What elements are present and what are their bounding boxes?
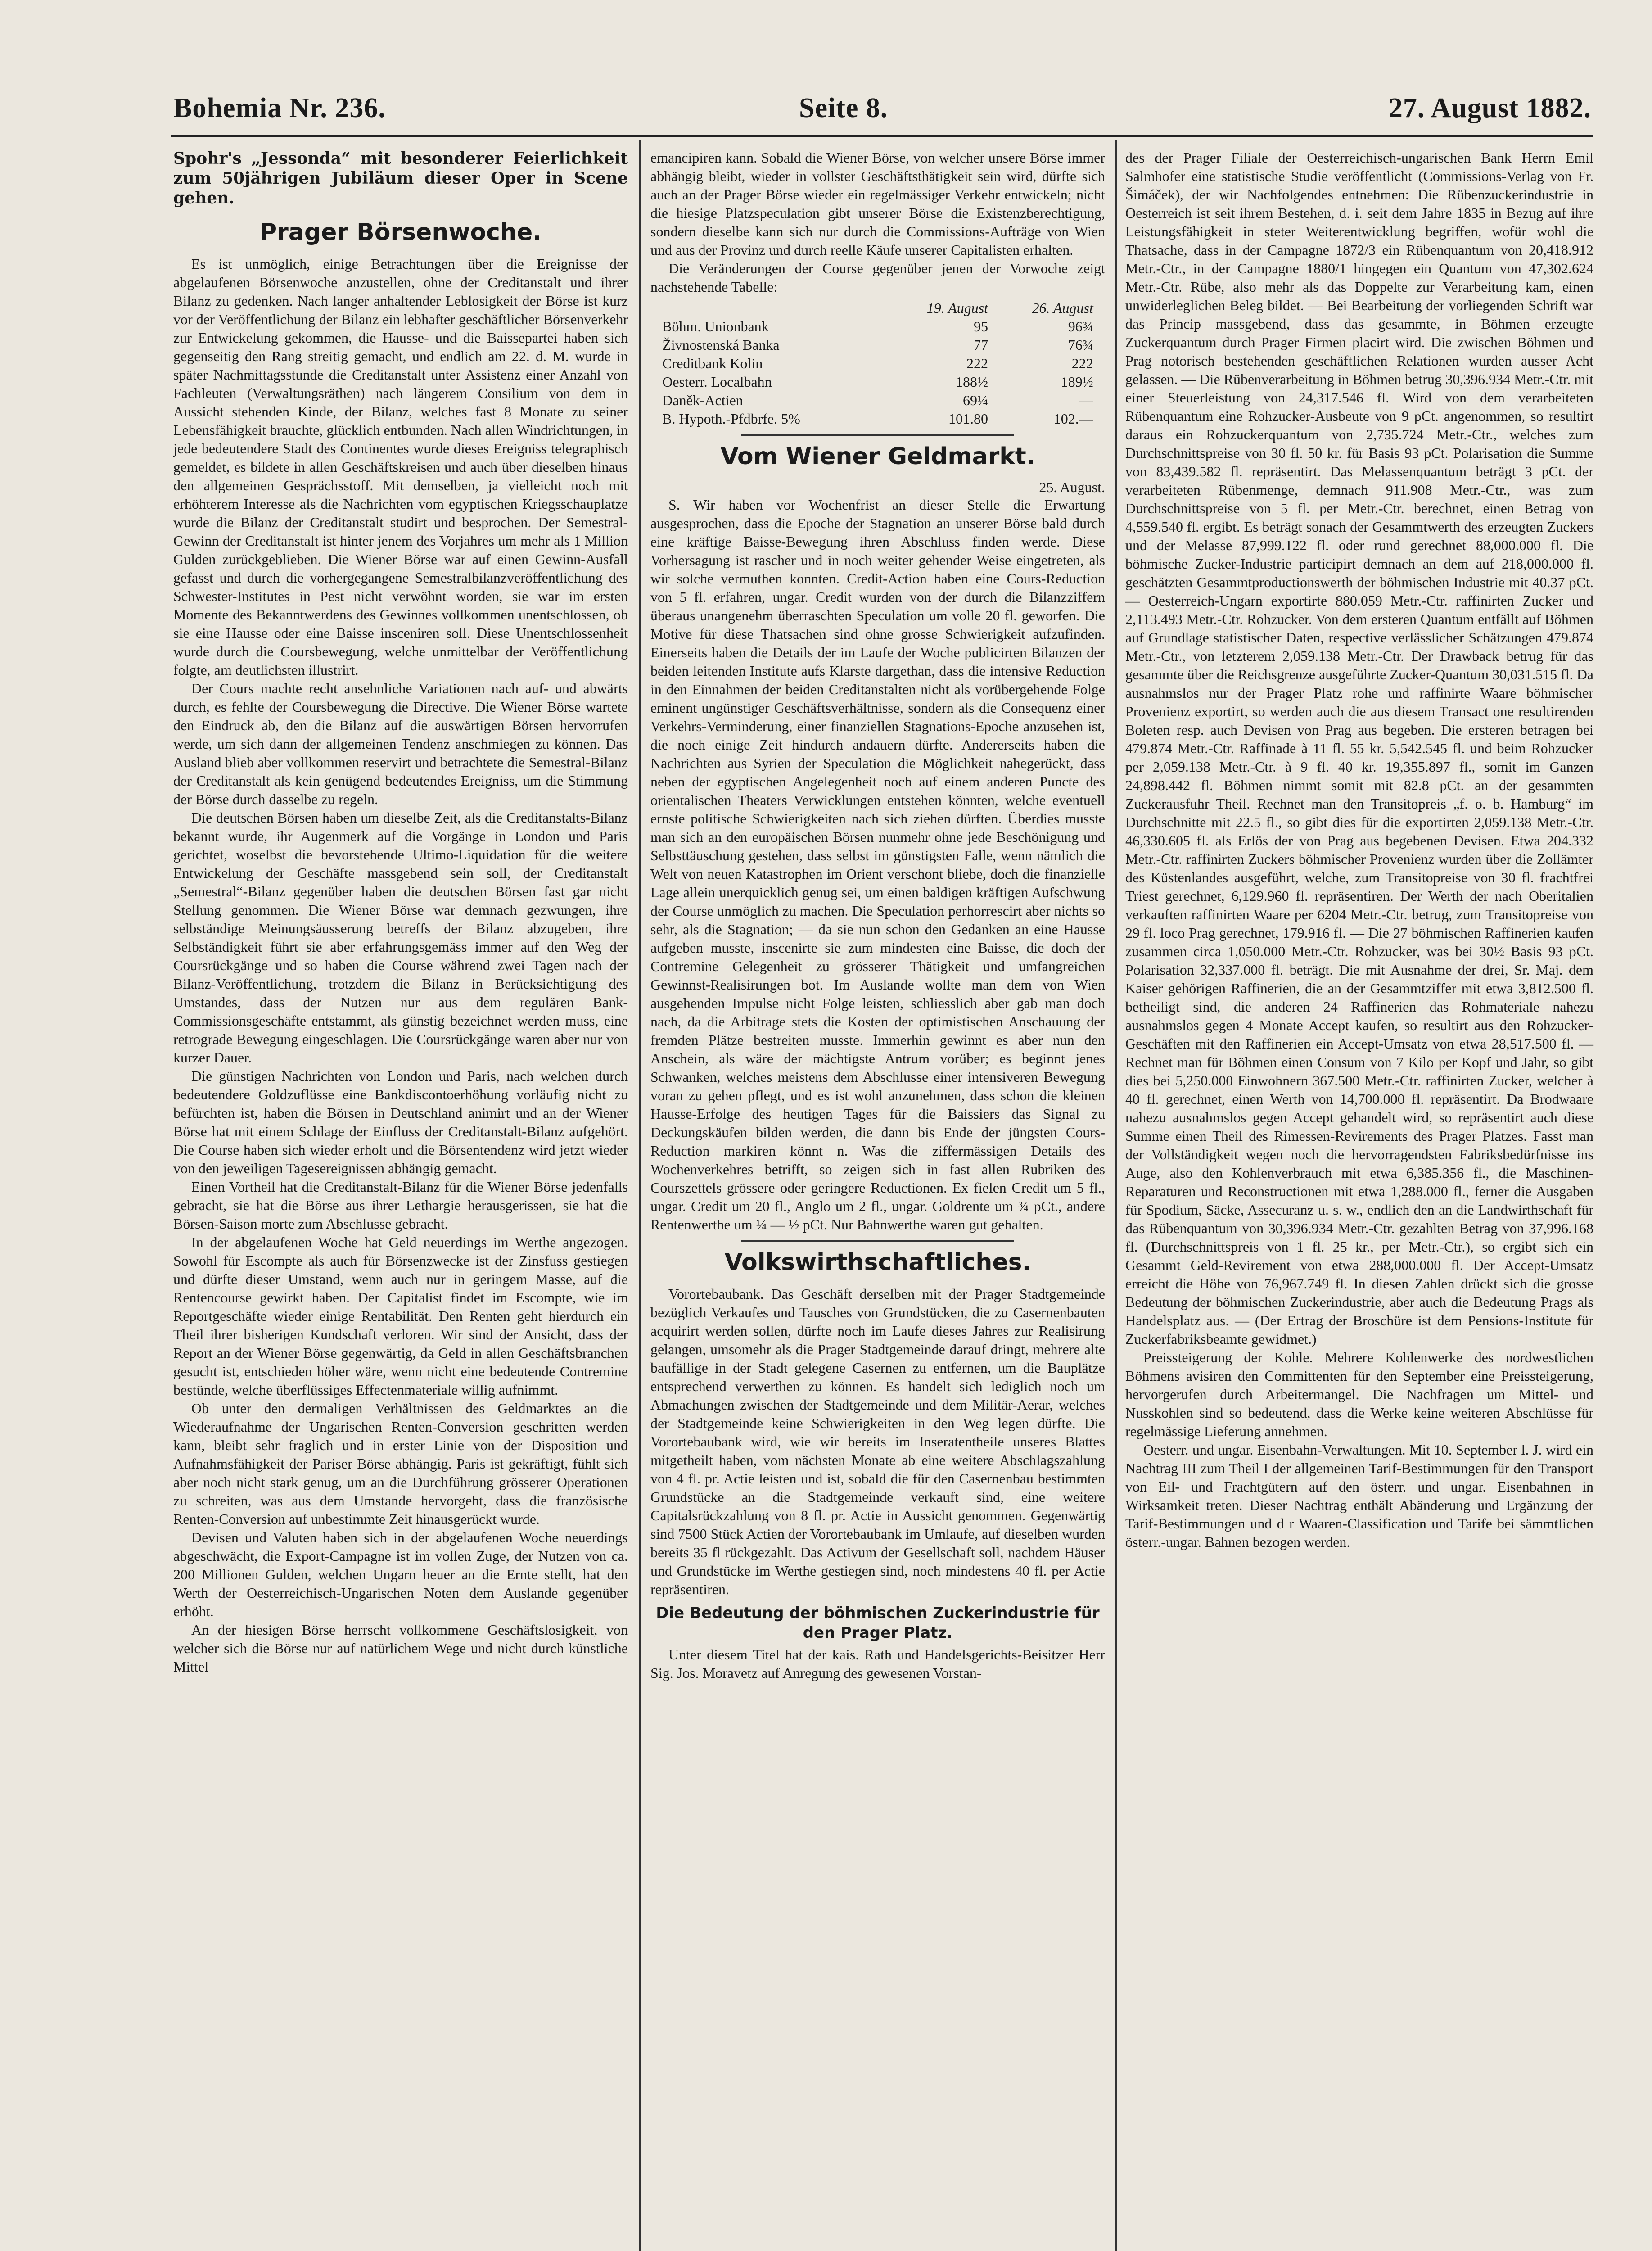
price-table: [659, 299, 1096, 428]
table-header: [659, 299, 885, 317]
section-separator: [741, 434, 1014, 436]
price-cell: 95: [974, 318, 988, 334]
table-row: [659, 410, 1096, 428]
page-header: [173, 90, 1591, 131]
section-separator: [741, 1240, 1014, 1242]
security-name: Oesterr. Localbahn: [662, 374, 772, 390]
paragraph: Oesterr. und ungar. Eisenbahn-Verwaltungen. Mit 10. September l. J. wird ein Nachtrag III zum Theil I der allgemeinen Tarif-Bestimmungen für den Transport von Eil- und Frachtgütern auf den österr. und ungar. Eisenbahnen in Wirksamkeit treten. Dieser Nachtrag enthält Abänderung und Ergänzung der Tarif-Bestimmungen und d r Waaren-Classification und Tarife bei sämmtlichen österr.-ungar. Bahnen bezogen werden.: [1125, 1442, 1593, 1550]
paragraph: emancipiren kann. Sobald die Wiener Börse, von welcher unsere Börse immer abhängig bleibt, wieder in vollster Geschäftsthätigkeit sein wird, dürfte sich auch an der Prager Börse wieder ein regelmässiger Verkehr entwickeln; nicht die hiesige Platzspeculation gibt unserer Börse die Existenzberechtigung, sondern dieselbe kann sich nur durch die Commissions-Aufträge von Wien und aus der Provinz und durch reelle Käufe unserer Capitalisten erhalten.: [650, 149, 1105, 258]
security-name: Živnostenská Banka: [662, 337, 780, 353]
price-cell: 96¾: [1068, 318, 1093, 334]
table-row: [659, 373, 1096, 391]
page-number: Seite 8.: [799, 93, 888, 123]
feuilleton-end: Spohr's „Jessonda“ mit besonderer Feierlichkeit zum 50jährigen Jubiläum dieser Oper in Scene gehen.: [173, 149, 628, 208]
column-rule: [1115, 140, 1117, 2251]
paragraph: Unter diesem Titel hat der kais. Rath und Handelsgerichts-Beisitzer Herr Sig. Jos. Moravetz auf Anregung des gewesenen Vorstan-: [650, 1646, 1105, 1681]
article-body: [1125, 149, 1593, 1551]
paragraph: S. Wir haben vor Wochenfrist an dieser Stelle die Erwartung ausgesprochen, dass die Epoche der Stagnation an unserer Börse bald durch eine kräftige Baisse-Bewegung ihren Abschluss finden werde. Diese Vorhersagung ist rascher und in noch weiter gehender Weise eingetreten, als wir solche vermuthen konnten. Credit-Action haben eine Cours-Reduction von 5 fl. erfahren, ungar. Credit wurden von der durch die Bilanzziffern überaus unangenehm überraschten Speculation um volle 20 fl. geworfen. Die Motive für diese Thatsachen sind ohne grosse Schwierigkeit aufzufinden. Einerseits haben die Details der im Laufe der Woche publicirten Bilanzen der beiden leitenden Institute aufs Klarste dargethan, dass die intensive Reduction in den Einnahmen der beiden Creditanstalten nicht als vorübergehende Folge eminent ungünstiger Geschäftsverhältnisse, sondern als die Consequenz einer Verkehrs-Verminderung, einer finanziellen Stagnations-Epoche anzusehen ist, die noch einige Zeit hindurch andauern dürfte. Andererseits haben die Nachrichten aus Syrien der Speculation die Möglichkeit nahegerückt, dass neben der egyptischen Angelegenheit noch auf einem anderen Puncte des orientalischen Theaters Verwicklungen entstehen könnten, welche eventuell ernste politische Schwierigkeiten nach sich ziehen dürften. Überdies musste man sich an den europäischen Börsen nunmehr ohne jede Beschönigung und Selbsttäuschung gestehen, dass selbst im günstigsten Falle, wenn nämlich die Welt von neuen Katastrophen im Orient verschont bliebe, doch die finanzielle Lage allein unerquicklich genug sei, um einen baldigen kräftigen Aufschwung der Course unmöglich zu machen. Die Speculation perhorrescirt aber nichts so sehr, als die Stagnation; — da sie nun schon den Gedanken an eine Hausse aufgeben musste, inscenirte sie zum mindesten eine Baisse, die doch der Contremine Gelegenheit zu grösserer Thätigkeit und umfangreichen Gewinnst-Realisirungen bot. Im Auslande wollte man dem von Wien ausgehenden Impulse nicht Folge leisten, schliesslich aber gab man doch nach, da die Arbitrage stets die Kosten der optimistischen Anschauung der fremden Plätze bestreiten musste. Immerhin gewinnt es aber nun den Anschein, als wäre der mächtigste Antrum vorüber; es beginnt jenes Schwanken, welches meistens dem Abschlusse einer intensiveren Bewegung voran zu gehen pflegt, und es ist wohl anzunehmen, dass schon die kleinen Hausse-Erfolge des heutigen Tages für die Baissiers das Signal zu Deckungskäufen bilden werden, die dann bis Ende der jüngsten Cours-Reduction markiren könnt n. Was die ziffermässigen Details des Wochenverkehres betrifft, so zeigen sich in fast allen Rubriken des Courszettels grössere oder geringere Reductionen. Ex fielen Credit um 5 fl., ungar. Credit um 20 fl., Anglo um 2 fl., ungar. Goldrente um ¾ pCt., andere Rentenwerthe um ¼ — ½ pCt. Nur Bahnwerthe waren gut gehalten.: [650, 497, 1105, 1233]
header-rule: [171, 135, 1593, 137]
security-name: Daněk-Actien: [662, 392, 743, 408]
price-cell: —: [1079, 392, 1093, 408]
security-name: B. Hypoth.-Pfdbrfe. 5%: [662, 411, 800, 427]
table-row: [659, 354, 1096, 373]
price-cell: 222: [1071, 355, 1093, 371]
article-title: Prager Börsenwoche.: [260, 219, 542, 246]
article-subtitle: Die Bedeutung der böhmischen Zuckerindustrie für den Prager Platz.: [656, 1604, 1100, 1642]
price-cell: 77: [974, 337, 988, 353]
price-cell: 222: [966, 355, 988, 371]
table-header-row: [659, 299, 1096, 317]
table-row: [659, 317, 1096, 336]
article-body: [650, 149, 1105, 296]
price-cell: 101.80: [948, 411, 988, 427]
paragraph: Einen Vortheil hat die Creditanstalt-Bilanz für die Wiener Börse jedenfalls gebracht, sie hat die Börse aus ihrer Lethargie herausgerissen, sie hat die Börsen-Saison morte zum Abschlusse gebracht.: [173, 1179, 628, 1232]
security-name: Creditbank Kolin: [662, 355, 763, 371]
article-body: [650, 496, 1105, 1234]
column-3: [1125, 149, 1593, 1551]
table-row: [659, 336, 1096, 354]
table-header: 19. August: [926, 300, 988, 316]
paragraph: An der hiesigen Börse herrscht vollkommene Geschäftslosigkeit, von welcher sich die Börse nur auf natürlichem Wege und nicht durch künstliche Mittel: [173, 1622, 628, 1675]
paragraph: Ob unter den dermaligen Verhältnissen des Geldmarktes an die Wiederaufnahme der Ungarischen Renten-Conversion geschritten werden kann, bleibt sehr fraglich und in erster Linie von der Disposition und Aufnahmsfähigkeit der Pariser Börse abhängig. Paris ist gekräftigt, fühlt sich aber noch nicht stark genug, um an die Durchführung grösserer Operationen zu schreiten, was aus dem Umstande hervorgeht, dass die französische Renten-Conversion auf unbestimmte Zeit hinausgerückt wurde.: [173, 1400, 628, 1527]
paragraph: Die günstigen Nachrichten von London und Paris, nach welchen durch bedeutendere Goldzuflüsse eine Bankdiscontoerhöhung vorläufig nicht zu befürchten ist, haben die Börsen in Deutschland animirt und an der Wiener Börse hat mit einem Schlage der Einfluss der Creditanstalt-Bilanz aufgehört. Die Course haben sich wieder erholt und die Börsentendenz wird jetzt wieder von den jeweiligen Tagesereignissen abhängig gemacht.: [173, 1068, 628, 1176]
paragraph: Die Veränderungen der Course gegenüber jenen der Vorwoche zeigt nachstehende Tabelle:: [650, 260, 1105, 295]
paragraph: Der Cours machte recht ansehnliche Variationen nach auf- und abwärts durch, es fehlte der Coursbewegung die Directive. Die Wiener Börse wartete den Eindruck ab, den die Bilanz auf die auswärtigen Börsen hervorrufen werde, um sich dann der allgemeinen Tendenz anschmiegen zu können. Das Ausland blieb aber vollkommen reservirt und betrachtete die Semestral-Bilanz der Creditanstalt als kein genügend bedeutendes Ereigniss, um die Stimmung der Börse durch dasselbe zu regeln.: [173, 680, 628, 807]
paragraph: Vorortebaubank. Das Geschäft derselben mit der Prager Stadtgemeinde bezüglich Verkaufes und Tausches von Grundstücken, die zu Casernenbauten acquirirt werden sollen, dürfte noch im Laufe dieses Jahres zur Realisirung gelangen, umsomehr als die Prager Stadtgemeinde darauf dringt, mehrere alte baufällige in der Stadt gelegene Casernen zu entfernen, um die Bauplätze entsprechend verwerthen zu können. Es handelt sich lediglich noch um Abmachungen zwischen der Stadtgemeinde und dem Militär-Aerar, welches der Stadtgemeinde keine Schwierigkeiten in den Weg legen dürfte. Die Vorortebaubank wird, wie wir bereits im Inseratentheile unseres Blattes mitgetheilt haben, vom nächsten Monate ab eine weitere Abschlagszahlung von 4 fl. pr. Actie leisten und ist, sobald die für den Casernenbau bestimmten Grundstücke an die Stadtgemeinde verkauft sind, eine weitere Capitalsrückzahlung von 8 fl. pr. Actie in Aussicht genommen. Gegenwärtig sind 7500 Stück Actien der Vorortebaubank im Umlaufe, auf dieselben wurden bereits 35 fl rückgezahlt. Das Activum der Gesellschaft soll, nachdem Häuser und Grundstücke im Werthe gestiegen sind, noch mindestens 40 fl. per Actie repräsentiren.: [650, 1286, 1105, 1597]
paragraph: des der Prager Filiale der Oesterreichisch-ungarischen Bank Herrn Emil Salmhofer eine statistische Studie veröffentlicht (Commissions-Verlag von Fr. Šimáček), der wir Nachfolgendes entnehmen: Die Rübenzuckerindustrie in Oesterreich ist seit ihrem Bestehen, d. i. seit dem Jahre 1835 in Bezug auf ihre Leistungsfähigkeit in steter Weiterentwicklung begriffen, wofür wohl die Thatsache, dass in der Campagne 1872/3 ein Rübenquantum von 20,418.912 Metr.-Ctr., in der Campagne 1880/1 hingegen ein Quantum von 47,302.624 Metr.-Ctr. Rübe, also mehr als das Doppelte zur Verarbeitung kam, einen unwiderleglichen Beleg bildet. — Bei Bearbeitung der vorliegenden Schrift war das Princip massgebend, dass das gesammte, in Böhmen erzeugte Zuckerquantum durch Prager Firmen placirt wird. Die zwischen Böhmen und Prag notorisch bestehenden geschäftlichen Relationen wurden ausser Acht gelassen. — Die Rübenverarbeitung in Böhmen betrug 30,396.934 Metr.-Ctr. mit einer Steuerleistung von 24,317.546 fl. Wird von dem verarbeiteten Rübenquantum eine Rohzucker-Ausbeute von 9 pCt. angenommen, so resultirt daraus ein Rohzuckerquantum von 2,735.724 Metr.-Ctr., welches zum Durchschnittspreise von 30 fl. 50 kr. für Basis 93 pCt. Polarisation die Summe von 83,439.582 fl. repräsentirt. Das Melassenquantum beträgt 3 pCt. der verarbeiteten Rübenmenge, demnach 911.908 Metr.-Ctr., was zum Durchschnittspreise von 5 fl. per Metr.-Ctr. berechnet, einen Betrag von 4,559.540 fl. ergibt. Es beträgt sonach der Gesammtwerth des erzeugten Zuckers und der Melasse 87,999.122 fl. oder rund gerechnet 88,000.000 fl. Die böhmische Zucker-Industrie participirt demnach an dem auf 218,000.000 fl. geschätzten Gesammtproductionswerth der böhmischen Industrie mit 40.37 pCt. — Oesterreich-Ungarn exportirte 880.059 Metr.-Ctr. raffinirten Zucker und 2,113.493 Metr.-Ctr. Rohzucker. Von dem ersteren Quantum entfällt auf Böhmen auf Grundlage statistischer Daten, respective verlässlicher Schätzungen 479.874 Metr.-Ctr., von letzterem 2,059.138 Metr.-Ctr. Der Drawback betrug für das gesammte über die Reichsgrenze ausgeführte Zucker-Quantum 30,031.515 fl. Da ausnahmslos nur der Prager Platz rohe und raffinirte Waare böhmischer Provenienz exportirt, so werden auch die aus diesem Transact one resultirenden Boleten resp. auch Devisen von Prag aus begeben. Die ersteren betragen bei 479.874 Metr.-Ctr. Raffinade à 11 fl. 55 kr. 5,542.545 fl. und beim Rohzucker per 2,059.138 Metr.-Ctr. à 9 fl. 40 kr. 19,355.897 fl., somit im Ganzen 24,898.442 fl. Böhmen nimmt somit mit 82.8 pCt. an der gesammten Zuckerausfuhr Theil. Rechnet man den Transitopreis „f. o. b. Hamburg“ im Durchschnitte mit 22.5 fl., so gibt dies für die exportirten 2,059.138 Metr.-Ctr. 46,330.605 fl. als Erlös der von Prag aus begebenen Devisen. Etwa 204.332 Metr.-Ctr. raffinirten Zuckers böhmischer Provenienz wurden über die Zollämter des Küstenlandes ausgeführt, welche, zum Transitopreise von 30 fl. frachtfrei Triest gerechnet, 6,129.960 fl. repräsentiren. Der Werth der nach Oberitalien verkauften raffinirten Waare per 6204 Metr.-Ctr. betrug, zum Transitopreise von 29 fl. loco Prag gerechnet, 179.916 fl. — Die 27 böhmischen Raffinerien kaufen zusammen circa 1,050.000 Metr.-Ctr. Rohzucker, was bei 30½ Basis 93 pCt. Polarisation 32,337.000 fl. beträgt. Die mit Ausnahme der drei, Sr. Maj. dem Kaiser gehörigen Raffinerien, die an der Gesammtziffer mit etwa 3,812.500 fl. betheiligt sind, die anderen 24 Raffinerien das Rohmateriale nahezu ausnahmslos gegen 4 Monate Accept kaufen, so resultirt aus den Rohzucker-Geschäften mit den Raffinerien ein Accept-Umsatz von etwa 28,517.500 fl. — Rechnet man für Böhmen einen Consum von 7 Kilo per Kopf und Jahr, so gibt dies bei 5,250.000 Einwohnern 367.500 Metr.-Ctr. raffinirten Zucker, welcher à 40 fl. gerechnet, einen Werth von 14,700.000 fl. repräsentirt. Da Brodwaare nahezu ausnahmslos gegen Accept gehandelt wird, so repräsentirt auch diese Summe einen Theil des Rimessen-Revirements des Prager Platzes. Fasst man der Vollständigkeit wegen noch die hervorragendsten Fabriksbedürfnisse ins Auge, also den Kohlenverbrauch mit etwa 6,385.356 fl., die Maschinen-Reparaturen und Reconstructionen mit etwa 1,288.000 fl., ferner die Ausgaben für Spodium, Säcke, Assecuranz u. s. w., endlich den an die Landwirthschaft für das Rübenquantum von 30,396.934 Metr.-Ctr. gezahlten Betrag von 37,996.168 fl. (Durchschnittspreis von 1 fl. 25 kr., per Metr.-Ctr.), so ergibt sich ein Gesammt Geld-Revirement von etwa 288,000.000 fl. Der Accept-Umsatz erreicht die Höhe von 76,967.749 fl. In diesen Zahlen drückt sich die grosse Bedeutung der böhmischen Zuckerindustrie, aber auch die Bedeutung Prags als Handelsplatz aus. — (Der Ertrag der Broschüre ist dem Pensions-Institute für Zuckerfabriksbeamte gewidmet.): [1125, 149, 1593, 1347]
paragraph: Die deutschen Börsen haben um dieselbe Zeit, als die Creditanstalts-Bilanz bekannt wurde, ihr Augenmerk auf die Vorgänge in London und Paris gerichtet, woselbst die bevorstehende Ultimo-Liquidation für die weitere Entwickelung der Geschäfte massgebend sein soll, der Creditanstalt „Semestral“-Bilanz gegenüber haben die deutschen Börsen fast gar nicht Stellung genommen. Die Wiener Börse war demnach gezwungen, ihre selbständige Meinungsäusserung betreffs der Bilanz abzugeben, ihre Selbständigkeit führt sie aber erfahrungsgemäss immer auf den Weg der Coursrückgänge und so haben die Course während zwei Tagen nach der Bilanz-Veröffentlichung, trotzdem die Bilanz in Berücksichtigung des Umstandes, dass der Nutzen nur aus dem regulären Bank-Commissionsgeschäfte entstammt, als günstig bezeichnet werden muss, eine retrograde Bewegung eingeschlagen. Die Coursrückgänge waren aber nur von kurzer Dauer.: [173, 809, 628, 1066]
price-cell: 76¾: [1068, 337, 1093, 353]
price-cell: 102.—: [1053, 411, 1093, 427]
paragraph: In der abgelaufenen Woche hat Geld neuerdings im Werthe angezogen. Sowohl für Escompte als auch für Börsenzwecke ist der Zinsfuss gestiegen und dürfte dieser Umstand, wenn auch nur in geringem Masse, auf die Rentencourse gewirkt haben. Der Capitalist findet im Escompte, wie im Reportgeschäfte wieder einige Rentabilität. Den Renten geht hierdurch ein Theil ihrer bisherigen Kundschaft verloren. Wir sind der Ansicht, dass der Report an der Wiener Börse gegenwärtig, da Geld in allen Geschäftsbranchen gesucht ist, entschieden höher wäre, wenn nicht eine bedeutende Contremine bestünde, welche überflüssiges Effectenmateriale willig aufnimmt.: [173, 1234, 628, 1398]
price-cell: 188½: [956, 374, 988, 390]
price-cell: 189½: [1061, 374, 1093, 390]
article-title: Volkswirthschaftliches.: [724, 1249, 1031, 1276]
article-title: Vom Wiener Geldmarkt.: [720, 443, 1035, 470]
table-row: [659, 391, 1096, 410]
security-name: Böhm. Unionbank: [662, 318, 769, 334]
issue-date: 27. August 1882.: [1388, 93, 1591, 123]
article-body: [650, 1645, 1105, 1682]
column-rule: [639, 140, 641, 2251]
paragraph: Es ist unmöglich, einige Betrachtungen über die Ereignisse der abgelaufenen Börsenwoche anzustellen, ohne der Creditanstalt und ihrer Bilanz zu gedenken. Nach langer anhaltender Leblosigkeit der Börse ist kurz vor der Veröffentlichung der Bilanz ein lebhafter geschäftlicher Börsenverkehr zur Entwickelung gekommen, die Hausse- und die Baissepartei haben sich gegenseitig den Rang streitig gemacht, und endlich am 22. d. M. wurde in später Nachmittagsstunde die Creditanstalt unter Assistenz einer Anzahl von Fachleuten (Verwaltungsräthen) nach längerem Consilium von dem in Aussicht stehenden Kinde, der Bilanz, welches fast 8 Monate zu seiner Lebensfähigkeit brauchte, glücklich entbunden. Nach allen Windrichtungen, in jede bedeutendere Stadt des Continentes wurde dieses Ereigniss telegraphisch gemeldet, es bildete in allen Geschäftskreisen und auch über dieselben hinaus den allgemeinen Gesprächsstoff. Mit demselben, ja vielleicht noch mit erhöhterem Interesse als die Nachrichten vom egyptischen Kriegsschauplatze wurde die Bilanz der Creditanstalt studirt und besprochen. Der Semestral-Gewinn der Creditanstalt ist hinter jenem des Vorjahres um mehr als 1 Million Gulden zurückgeblieben. Die Wiener Börse war auf einen Gewinn-Ausfall gefasst und durch die vorhergegangene Semestralbilanzveröffentlichung des Schwester-Institutes in Pest nicht verwöhnt worden, sie war im ersten Momente des Bekanntwerdens des Gewinnes vollkommen unentschlossen, ob sie eine Hausse oder eine Baisse insceniren soll. Diese Unentschlossenheit wurde durch die Coursbewegung, welche unmittelbar der Veröffentlichung folgte, am deutlichsten illustrirt.: [173, 256, 628, 678]
dateline: 25. August.: [1039, 479, 1105, 495]
column-2: [650, 149, 1105, 1682]
paragraph: Preissteigerung der Kohle. Mehrere Kohlenwerke des nordwestlichen Böhmens avisiren den Committenten für den September eine Preissteigerung, hervorgerufen durch Arbeitermangel. Die Nachfragen um Mittel- und Nusskohlen sind so bedeutend, dass die Werke keine weiteren Abschlüsse für regelmässige Lieferung annehmen.: [1125, 1349, 1593, 1439]
paragraph: Devisen und Valuten haben sich in der abgelaufenen Woche neuerdings abgeschwächt, die Export-Campagne ist im vollen Zuge, der Nutzen von ca. 200 Millionen Gulden, welchen Ungarn heuer an die Ernte stellt, hat den Werth der Oesterreichisch-Ungarischen Noten dem Auslande gegenüber erhöht.: [173, 1529, 628, 1619]
table-header: 26. August: [1032, 300, 1093, 316]
column-1: [173, 149, 628, 1676]
price-cell: 69¼: [963, 392, 988, 408]
newspaper-issue: Bohemia Nr. 236.: [173, 93, 386, 123]
article-body: [173, 255, 628, 1676]
article-body: [650, 1285, 1105, 1599]
